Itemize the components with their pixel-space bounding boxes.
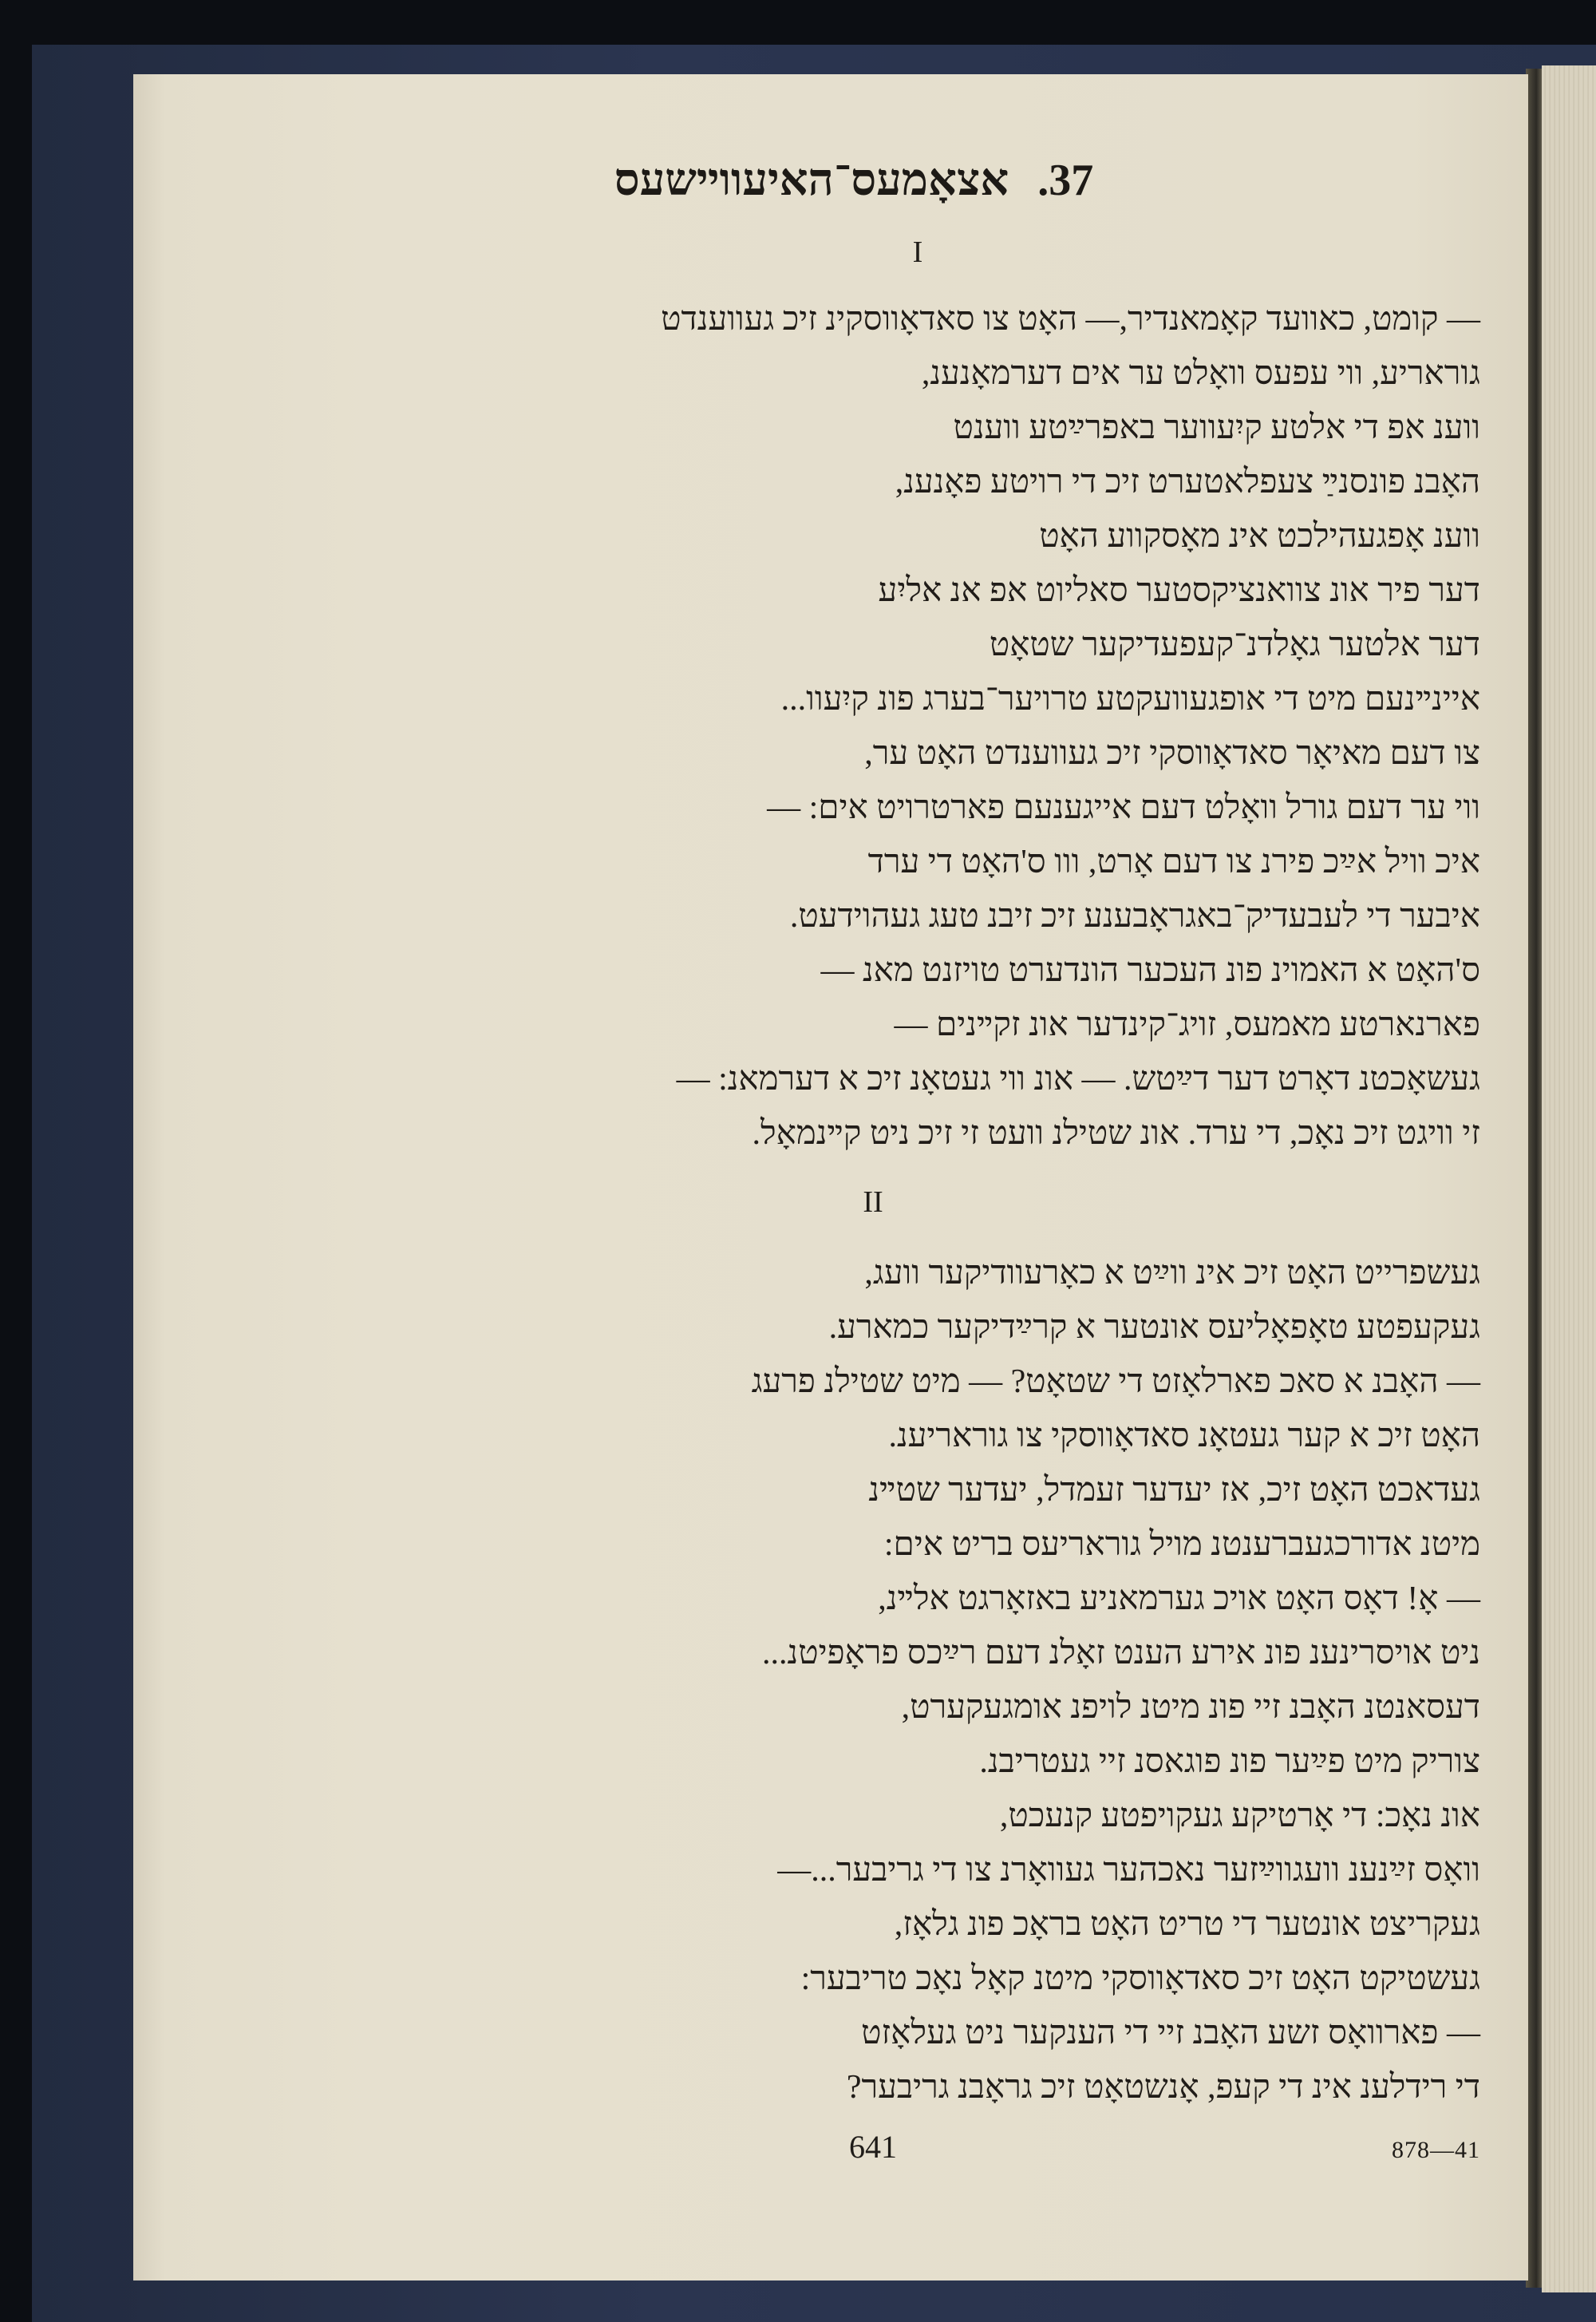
verse-line: געשטיקט האָט זיכ סאדאָווסקי מיטנ קאָל נאָכ טריבער: [800, 1960, 1480, 1997]
verse-line: איבער די לעבעדיק־באגראָבענע זיכ זיבנ טעג געהוידעט. [789, 898, 1480, 935]
poem-title [447, 152, 1261, 209]
section-numeral-1: I [912, 235, 923, 269]
verse-line: פארנארטע מאמעס, זויג־קינדער אונ זקײנים — [894, 1007, 1480, 1043]
verse-line: וואָס זײַנענ וועגווײַזער נאכהער געוואָרנ צו די גריבער...— [777, 1852, 1480, 1889]
verse-line: — אָ! דאָס האָט אויכ גערמאניע באזאָרגט אלײנ, [878, 1580, 1480, 1617]
page-number: 641 [849, 2129, 897, 2165]
verse-line: געשפרייט האָט זיכ אינ ווײַט א כאָרעוודיקער וועג, [864, 1255, 1480, 1292]
verse-line: האָבנ פונסנײַ צעפלאטערט זיכ די רויטע פאָנענ, [895, 464, 1480, 500]
verse-line: דער פיר אונ צוואנציקסטער סאליוט אפ אנ אליִע [878, 572, 1480, 609]
verse-line: ס'האָט א האמוינ פונ העכער הונדערט טויזנט מאנ — [820, 952, 1480, 989]
verse-line: זי וויגט זיכ נאָכ, די ערד. אונ שטילנ וועט זי זיכ ניט קײנמאָל. [752, 1115, 1480, 1152]
verse-line: — האָבנ א סאכ פארלאָזט די שטאָט? — מיט שטילנ פרעג [751, 1363, 1480, 1400]
verse-line: געשאָכטנ דאָרט דער דײַטש. — אונ ווי געטאָנ זיכ א דערמאנ: — [676, 1061, 1480, 1098]
poem-number: 37. [1037, 156, 1094, 205]
verse-line: צו דעם מאיאָר סאדאָווסקי זיכ געווענדט האָט ער, [864, 735, 1480, 772]
verse-line: דער אלטער גאָלדנ־קעפעדיקער שטאָט [989, 627, 1480, 663]
section-numeral-2: II [863, 1185, 883, 1219]
verse-line: האָט זיכ א קער געטאָנ סאדאָווסקי צו גוראריענ. [888, 1418, 1480, 1454]
verse-line: געקריצט אונטער די טריט האָט בראָכ פונ גלאָז, [894, 1906, 1480, 1943]
verse-line: ווי ער דעם גורל וואָלט דעם אייגענעם פארטרויט אים: — [767, 789, 1480, 826]
verse-line: געקעפטע טאָפאָליעס אונטער א קרײַדיקער כמארע. [828, 1309, 1480, 1346]
page-stack-edge [1542, 65, 1596, 2292]
verse-line: גוראריע, ווי עפעס וואָלט ער אים דערמאָנענ, [921, 355, 1480, 392]
verse-line: — קומט, כאוועד קאָמאנדיר,— האָט צו סאדאָווסקינ זיכ געווענדט [661, 301, 1480, 338]
section-2-verse [203, 1246, 1480, 2114]
verse-line: ניט אויסרינענ פונ אירע הענט זאָלנ דעם רײַכס פראָפיטנ... [762, 1635, 1480, 1671]
verse-line: — פארוואָס זשע האָבנ זיי די הענקער ניט געלאָזט [861, 2015, 1480, 2051]
verse-line: געדאכט האָט זיכ, אז יעדער זעמדל, יעדער שטײנ [868, 1472, 1480, 1509]
poem-title-text: אצאָמעס־האיעווײשעס [614, 156, 1009, 205]
verse-line: ווענ אָפגעהילכט אינ מאָסקווע האָט [1039, 518, 1480, 555]
verse-line: מיטנ אדורכגעברענטנ מויל גוראריעס בריט אים: [883, 1526, 1480, 1563]
verse-line: איינײנעם מיט די אופגעוועקטע טרויער־בערג פונ קיִעוו... [780, 681, 1480, 718]
verse-line: אונ נאָכ: די אָרטיקע געקויפטע קנעכט, [999, 1798, 1480, 1834]
page-gutter-shadow [1526, 69, 1543, 2288]
section-1-verse [203, 292, 1480, 1161]
verse-line: דעסאנטנ האָבנ זיי פונ מיטנ לויפנ אומגעקערט, [901, 1689, 1480, 1726]
verse-line: די רידלענ אינ די קעפ, אָנשטאָט זיכ גראָבנ גריבער? [846, 2069, 1480, 2106]
verse-line: איכ וויל אײַכ פירנ צו דעם אָרט, ווו ס'האָט די ערד [867, 844, 1480, 880]
verse-line: צוריק מיט פײַער פונ פוגאסנ זיי געטריבנ. [979, 1743, 1480, 1780]
verse-line: ווענ אפ די אלטע קיִעווער באפרײַטע ווענט [953, 409, 1480, 446]
printer-signature: 878—41 [1392, 2137, 1480, 2163]
